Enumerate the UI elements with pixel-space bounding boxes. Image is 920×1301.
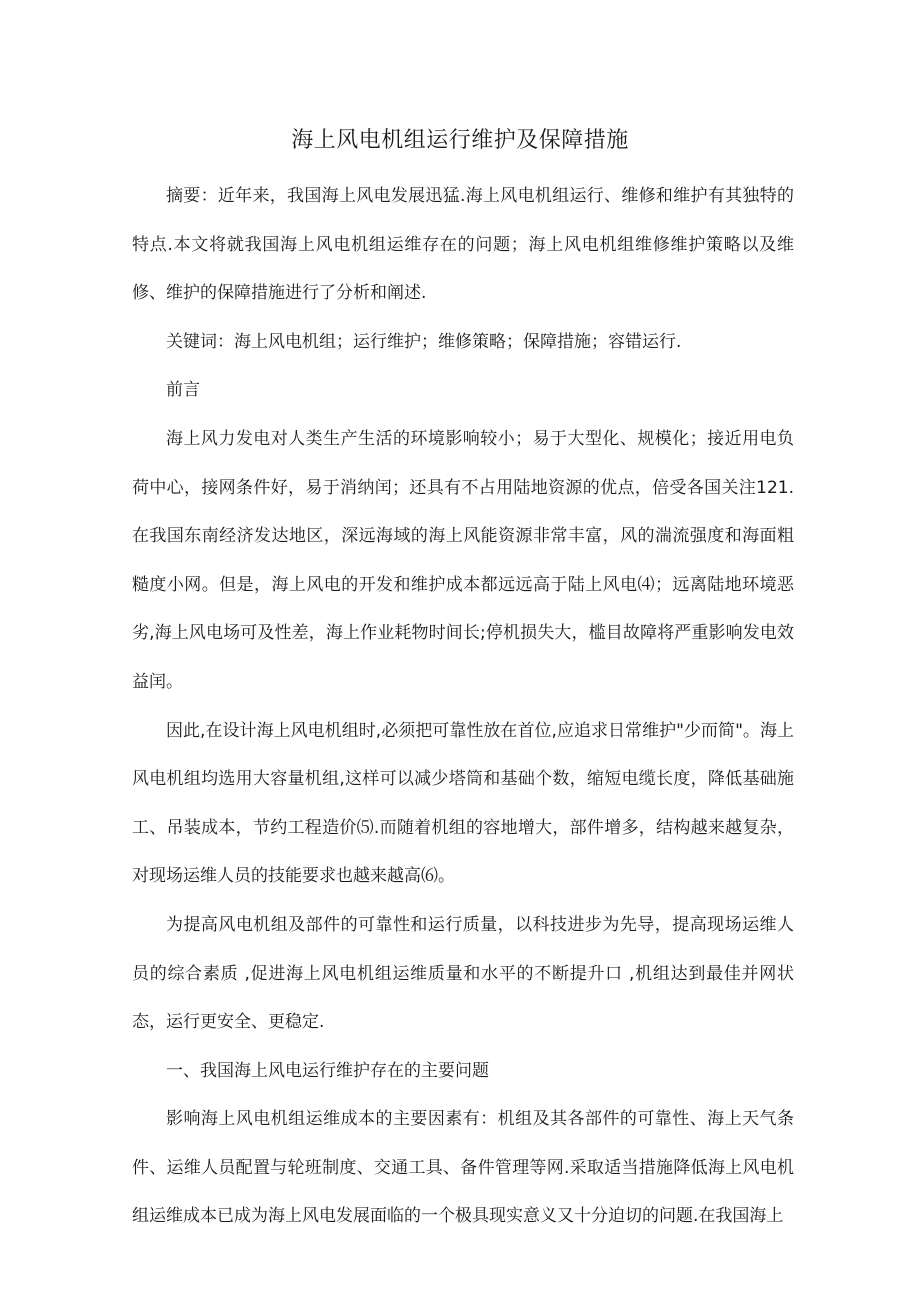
body-paragraph: 海上风力发电对人类生产生活的环境影响较小；易于大型化、规模化；接近用电负荷中心，接网条件好，易于消纳闰；还具有不占用陆地资源的优点，倍受各国关注121.在我国东南经济发达地区，深远海域的海上风能资源非常丰富，风的湍流强度和海面粗糙度小网。但是，海上风电的开发和维护成本都远远高于陆上风电⑷；远离陆地环境恶劣,海上风电场可及性差，海上作业耗物时间长;停机损失大，槛目故障将严重影响发电效益闰。 bbox=[132, 428, 794, 692]
document-body bbox=[132, 172, 794, 1241]
body-paragraph: 影响海上风电机组运维成本的主要因素有：机组及其各部件的可靠性、海上天气条件、运维人员配置与轮班制度、交通工具、备件管理等网.采取适当措施降低海上风电机组运维成本已成为海上风电发展面临的一个极具现实意义又十分迫切的问题.在我国海上 bbox=[132, 1109, 794, 1227]
abstract-paragraph: 摘要：近年来，我国海上风电发展迅猛.海上风电机组运行、维修和维护有其独特的特点.本文将就我国海上风电机组运维存在的问题；海上风电机组维修维护策略以及维修、维护的保障措施进行了分析和阐述. bbox=[132, 186, 794, 304]
preface-heading: 前言 bbox=[166, 380, 200, 401]
keywords-paragraph: 关键词：海上风电机组；运行维护；维修策略；保障措施；容错运行. bbox=[166, 331, 682, 352]
body-paragraph: 为提高风电机组及部件的可靠性和运行质量，以科技进步为先导，提高现场运维人员的综合素质 ,促进海上风电机组运维质量和水平的不断提升口 ,机组达到最佳并网状态，运行更安全、更稳定. bbox=[132, 914, 794, 1033]
section-heading: 一、我国海上风电运行维护存在的主要问题 bbox=[166, 1060, 489, 1081]
body-paragraph: 因此,在设计海上风电机组时,必须把可靠性放在首位,应追求日常维护"少而简"。海上风电机组均选用大容量机组,这样可以减少塔筒和基础个数，缩短电缆长度，降低基础施工、吊装成本，节约工程造价⑸.而随着机组的容地增大，部件增多，结构越来越复杂，对现场运维人员的技能要求也越来越高⑹。 bbox=[132, 720, 794, 887]
document-title: 海上风电机组运行维护及保障措施 bbox=[291, 128, 629, 153]
